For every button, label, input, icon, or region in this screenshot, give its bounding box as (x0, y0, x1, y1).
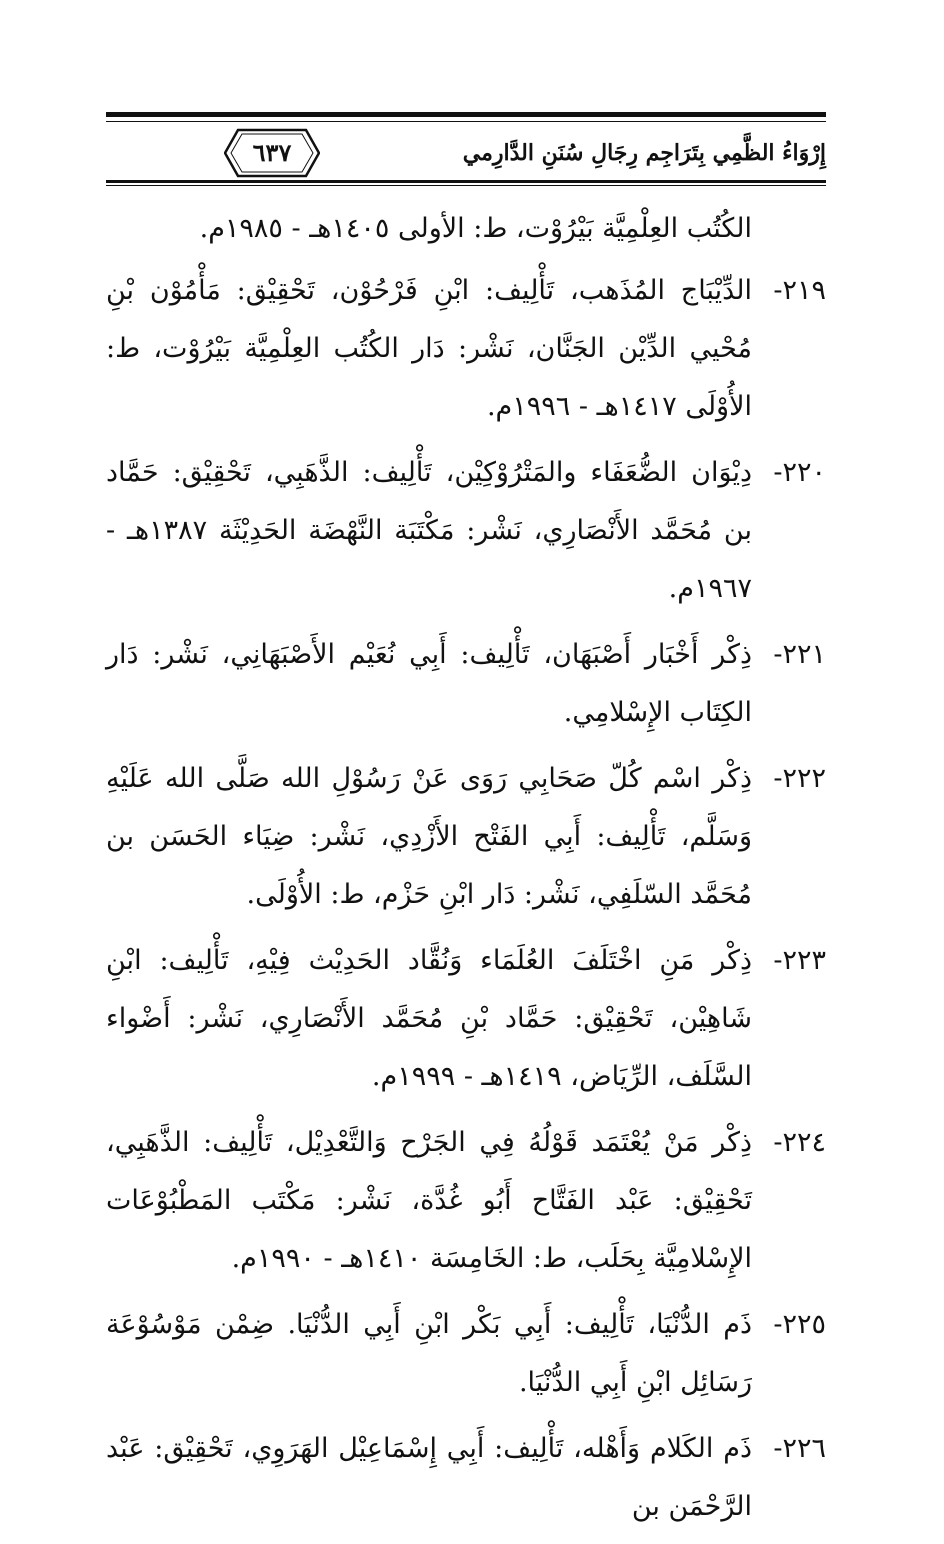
bibliography-entry (106, 1420, 826, 1536)
entry-text: الدِّيْبَاج المُذَهب، تَأْلِيف: ابْنِ فَرْحُوْن، تَحْقِيْق: مَأْمُوْن بْنِ مُحْيي الدِّيْن الجَنَّان، نَشْر: دَار الكُتُب العِلْمِيَّة بَيْرُوْت، ط: الأُوْلَى ١٤١٧هـ - ١٩٩٦م. (106, 275, 752, 422)
entry-number: ٢٢٢- (773, 763, 826, 794)
bibliography-entry (106, 932, 826, 1106)
entry-text: ذِكْر مَنِ اخْتَلَفَ العُلَمَاء وَنُقَّاد الحَدِيْث فِيْهِ، تَأْلِيف: ابْنِ شَاهِيْن، تَحْقِيْق: حَمَّاد بْنِ مُحَمَّد الأَنْصَارِي، نَشْر: أَضْواء السَّلَف، الرِّيَاض، ١٤١٩هـ - ١٩٩٩م. (106, 945, 752, 1092)
bibliography-entry (106, 1296, 826, 1412)
entry-number: ٢٢٥- (773, 1309, 826, 1340)
bibliography-entry (106, 750, 826, 924)
entry-text: ذِكْر اسْم كُلّ صَحَابِي رَوَى عَنْ رَسُوْلِ الله صَلَّى الله عَلَيْهِ وَسَلَّم، تَأْلِيف: أَبِي الفَتْح الأَزْدِي، نَشْر: ضِيَاء الحَسَن بن مُحَمَّد السّلَفِي، نَشْر: دَار ابْنِ حَزْم، ط: الأُوْلَى. (106, 763, 752, 910)
entry-text: ذَم الدُّنْيَا، تَأْلِيف: أَبِي بَكْر ابْنِ أَبِي الدُّنْيَا. ضِمْن مَوْسُوْعَة رَسَائِل ابْنِ أَبِي الدُّنْيَا. (106, 1309, 752, 1398)
entry-text: دِيْوَان الضُّعَفَاء والمَتْرُوْكِيْن، تَأْلِيف: الذَّهَبِي، تَحْقِيْق: حَمَّاد بن مُحَمَّد الأَنْصَارِي، نَشْر: مَكْتَبَة النَّهْضَة الحَدِيْثَة ١٣٨٧هـ - ١٩٦٧م. (106, 457, 752, 604)
entry-text: ذِكْر مَنْ يُعْتَمَد قَوْلُهُ فِي الجَرْح وَالتَّعْدِيْل، تَأْلِيف: الذَّهَبِي، تَحْقِيْق: عَبْد الفَتَّاح أَبُو غُدَّة، نَشْر: مَكْتَب المَطْبُوْعَات الإِسْلامِيَّة بِحَلَب، ط: الخَامِسَة ١٤١٠هـ - ١٩٩٠م. (106, 1127, 752, 1274)
entry-number: ٢٢٣- (773, 945, 826, 976)
entry-text: ذِكْر أَخْبَار أَصْبَهَان، تَأْلِيف: أَبِي نُعَيْم الأَصْبَهَانِي، نَشْر: دَار الكِتَاب الإِسْلامِي. (106, 639, 752, 728)
bibliography-entry (106, 262, 826, 436)
bibliography-entry (106, 626, 826, 742)
page-number: ٦٣٧ (252, 138, 292, 167)
bibliography-entry (106, 1114, 826, 1288)
continued-entry (106, 200, 826, 258)
header-rule-lower-thin (106, 185, 826, 186)
page-header (106, 112, 826, 188)
entry-number: ٢٢٦- (773, 1433, 826, 1464)
continued-entry-text: الكُتُب العِلْمِيَّة بَيْرُوْت، ط: الأولى ١٤٠٥هـ - ١٩٨٥م. (199, 213, 752, 244)
entry-text: ذَم الكَلام وَأَهْله، تَأْلِيف: أَبِي إِسْمَاعِيْل الهَرَوِي، تَحْقِيْق: عَبْد الرَّحْمَن بن (106, 1433, 752, 1522)
header-rule-lower-thick (106, 180, 826, 183)
entry-number: ٢٢١- (773, 639, 826, 670)
bibliography-list (106, 200, 826, 1544)
book-title: إِرْوَاءُ الظَّمِي بِتَرَاجِم رِجَالِ سُنَنِ الدَّارِمي (462, 140, 826, 166)
header-rule-thick (106, 112, 826, 117)
entry-number: ٢٢٤- (773, 1127, 826, 1158)
entry-number: ٢٢٠- (773, 457, 826, 488)
bibliography-entry (106, 444, 826, 618)
header-rule-thin (106, 121, 826, 122)
page-number-badge (224, 128, 320, 178)
entry-number: ٢١٩- (773, 275, 826, 306)
